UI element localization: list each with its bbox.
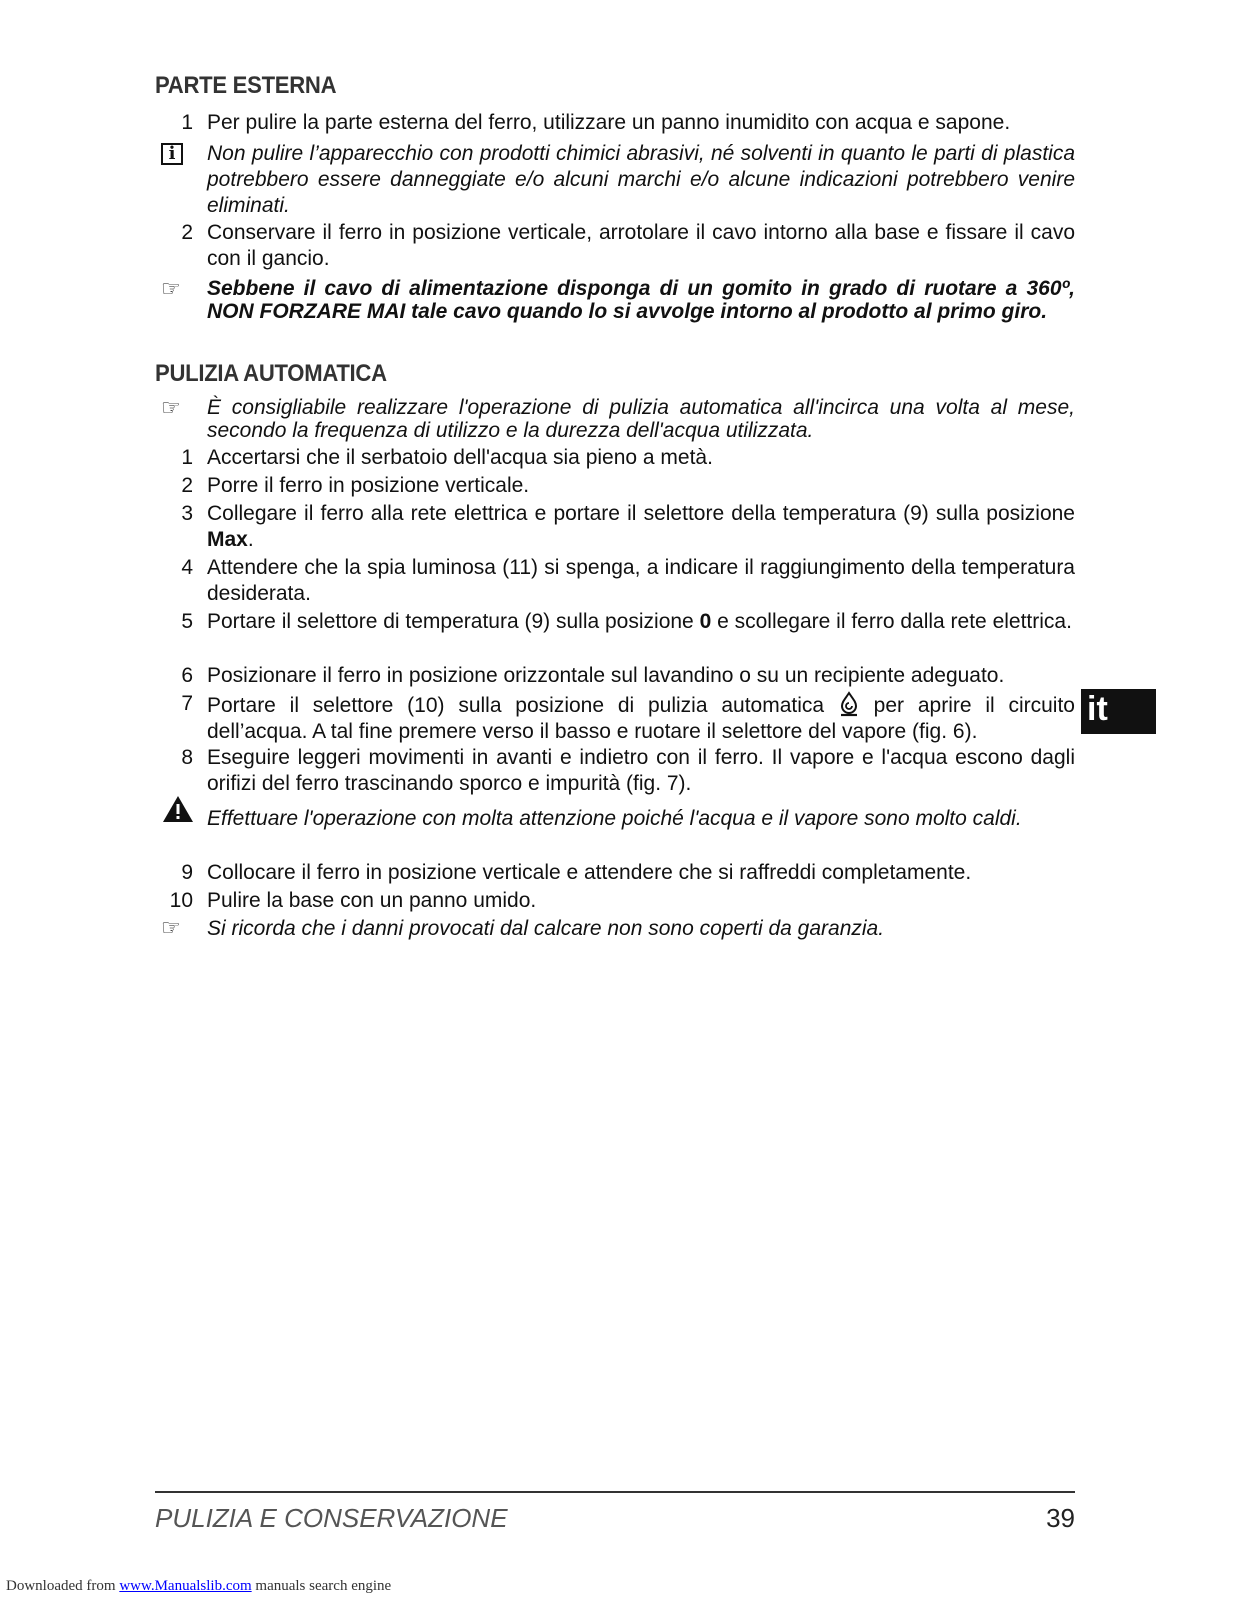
final-note-text: Si ricorda che i danni provocati dal calcare non sono coperti da garanzia. <box>207 917 885 940</box>
pointing-hand-icon: ☞ <box>161 277 181 302</box>
step-text: Per pulire la parte esterna del ferro, utilizzare un panno inumidito con acqua e sapone. <box>207 111 1011 134</box>
step-number: 2 <box>181 221 193 244</box>
step-number: 7 <box>181 692 193 715</box>
list-item <box>155 501 1075 553</box>
step-text <box>207 501 1075 553</box>
step-text-part: Portare il selettore di temperatura (9) sulla posizione <box>207 610 700 633</box>
info-note <box>155 141 1075 219</box>
list-item <box>155 745 1075 797</box>
step-text: Porre il ferro in posizione verticale. <box>207 474 530 497</box>
step-text <box>207 609 1075 635</box>
warning-note <box>155 277 1075 323</box>
download-credit <box>6 1578 391 1595</box>
step-number: 1 <box>181 111 193 134</box>
final-note <box>155 916 1075 942</box>
info-note-text: Non pulire l’apparecchio con prodotti chimici abrasivi, né solventi in quanto le parti di plastica potrebbero essere danneggiate e/o alcuni marchi e/o alcune indicazioni potrebbero venire eliminati. <box>207 142 1075 217</box>
download-link[interactable]: www.Manualslib.com <box>119 1578 252 1594</box>
step-text-part: Portare il selettore (10) sulla posizione di pulizia automatica <box>207 694 838 717</box>
download-suffix: manuals search engine <box>251 1578 392 1594</box>
intro-note <box>155 396 1075 442</box>
list-item <box>155 691 1075 745</box>
step-text: Collocare il ferro in posizione verticale e attendere che si raffreddi completamente. <box>207 861 972 884</box>
step-text-part: . <box>247 528 254 551</box>
step-number: 8 <box>181 746 193 769</box>
list-item <box>155 609 1075 635</box>
pointing-hand-icon: ☞ <box>161 916 181 941</box>
step-text-part: per aprire il circuito dell’acqua. A tal fine premere verso il basso e ruotare il selettore del vapore (fig. 6). <box>207 694 1075 743</box>
step-number: 6 <box>181 664 193 687</box>
list-item <box>155 220 1075 272</box>
language-tab: it <box>1081 689 1156 734</box>
list-item <box>155 445 1075 471</box>
list-item <box>155 860 1075 886</box>
warning-triangle-icon <box>161 796 197 822</box>
section-title-exterior: PARTE ESTERNA <box>155 72 337 99</box>
step-text <box>207 691 1075 745</box>
intro-note-text: È consigliabile realizzare l'operazione di pulizia automatica all'incirca una volta al mese, secondo la frequenza di utilizzo e la durezza dell'acqua utilizzata. <box>207 396 1075 442</box>
self-clean-drop-icon <box>838 691 860 717</box>
step-text-bold: 0 <box>699 610 712 633</box>
step-number: 10 <box>169 889 193 912</box>
step-text-part: e scollegare il ferro dalla rete elettrica. <box>711 610 1072 633</box>
step-text: Attendere che la spia luminosa (11) si spenga, a indicare il raggiungimento della temperatura desiderata. <box>207 556 1075 605</box>
pointing-hand-icon: ☞ <box>161 396 181 421</box>
step-number: 2 <box>181 474 193 497</box>
caution-note-text: Effettuare l'operazione con molta attenzione poiché l'acqua e il vapore sono molto caldi. <box>207 807 1022 830</box>
step-text-part: Collegare il ferro alla rete elettrica e portare il selettore della temperatura (9) sulla posizione <box>207 502 1075 525</box>
step-text: Pulire la base con un panno umido. <box>207 889 537 912</box>
list-item <box>155 473 1075 499</box>
step-text: Posizionare il ferro in posizione orizzontale sul lavandino o su un recipiente adeguato. <box>207 664 1005 687</box>
step-number: 4 <box>181 556 193 579</box>
list-item <box>155 555 1075 607</box>
page-number: 39 <box>1046 1503 1075 1533</box>
list-item <box>155 110 1075 136</box>
download-prefix: Downloaded from <box>6 1578 120 1594</box>
caution-note <box>155 806 1075 832</box>
list-item <box>155 663 1075 689</box>
step-text: Conservare il ferro in posizione verticale, arrotolare il cavo intorno alla base e fissare il cavo con il gancio. <box>207 221 1075 270</box>
step-number: 5 <box>181 610 193 633</box>
step-text: Eseguire leggeri movimenti in avanti e indietro con il ferro. Il vapore e l'acqua escono dagli orifizi del ferro trascinando sporco e impurità (fig. 7). <box>207 746 1075 795</box>
warning-note-text: Sebbene il cavo di alimentazione disponga di un gomito in grado di ruotare a 360º, NON FORZARE MAI tale cavo quando lo si avvolge intorno al prodotto al primo giro. <box>207 277 1075 323</box>
footer-divider <box>155 1491 1075 1493</box>
info-icon: i <box>161 141 197 167</box>
step-number: 1 <box>181 446 193 469</box>
step-text: Accertarsi che il serbatoio dell'acqua sia pieno a metà. <box>207 446 713 469</box>
step-number: 9 <box>181 861 193 884</box>
step-text-bold: Max <box>207 528 248 551</box>
step-number: 3 <box>181 502 193 525</box>
footer-title: PULIZIA E CONSERVAZIONE <box>155 1503 508 1533</box>
section-title-auto-clean: PULIZIA AUTOMATICA <box>155 360 387 387</box>
list-item <box>155 888 1075 914</box>
